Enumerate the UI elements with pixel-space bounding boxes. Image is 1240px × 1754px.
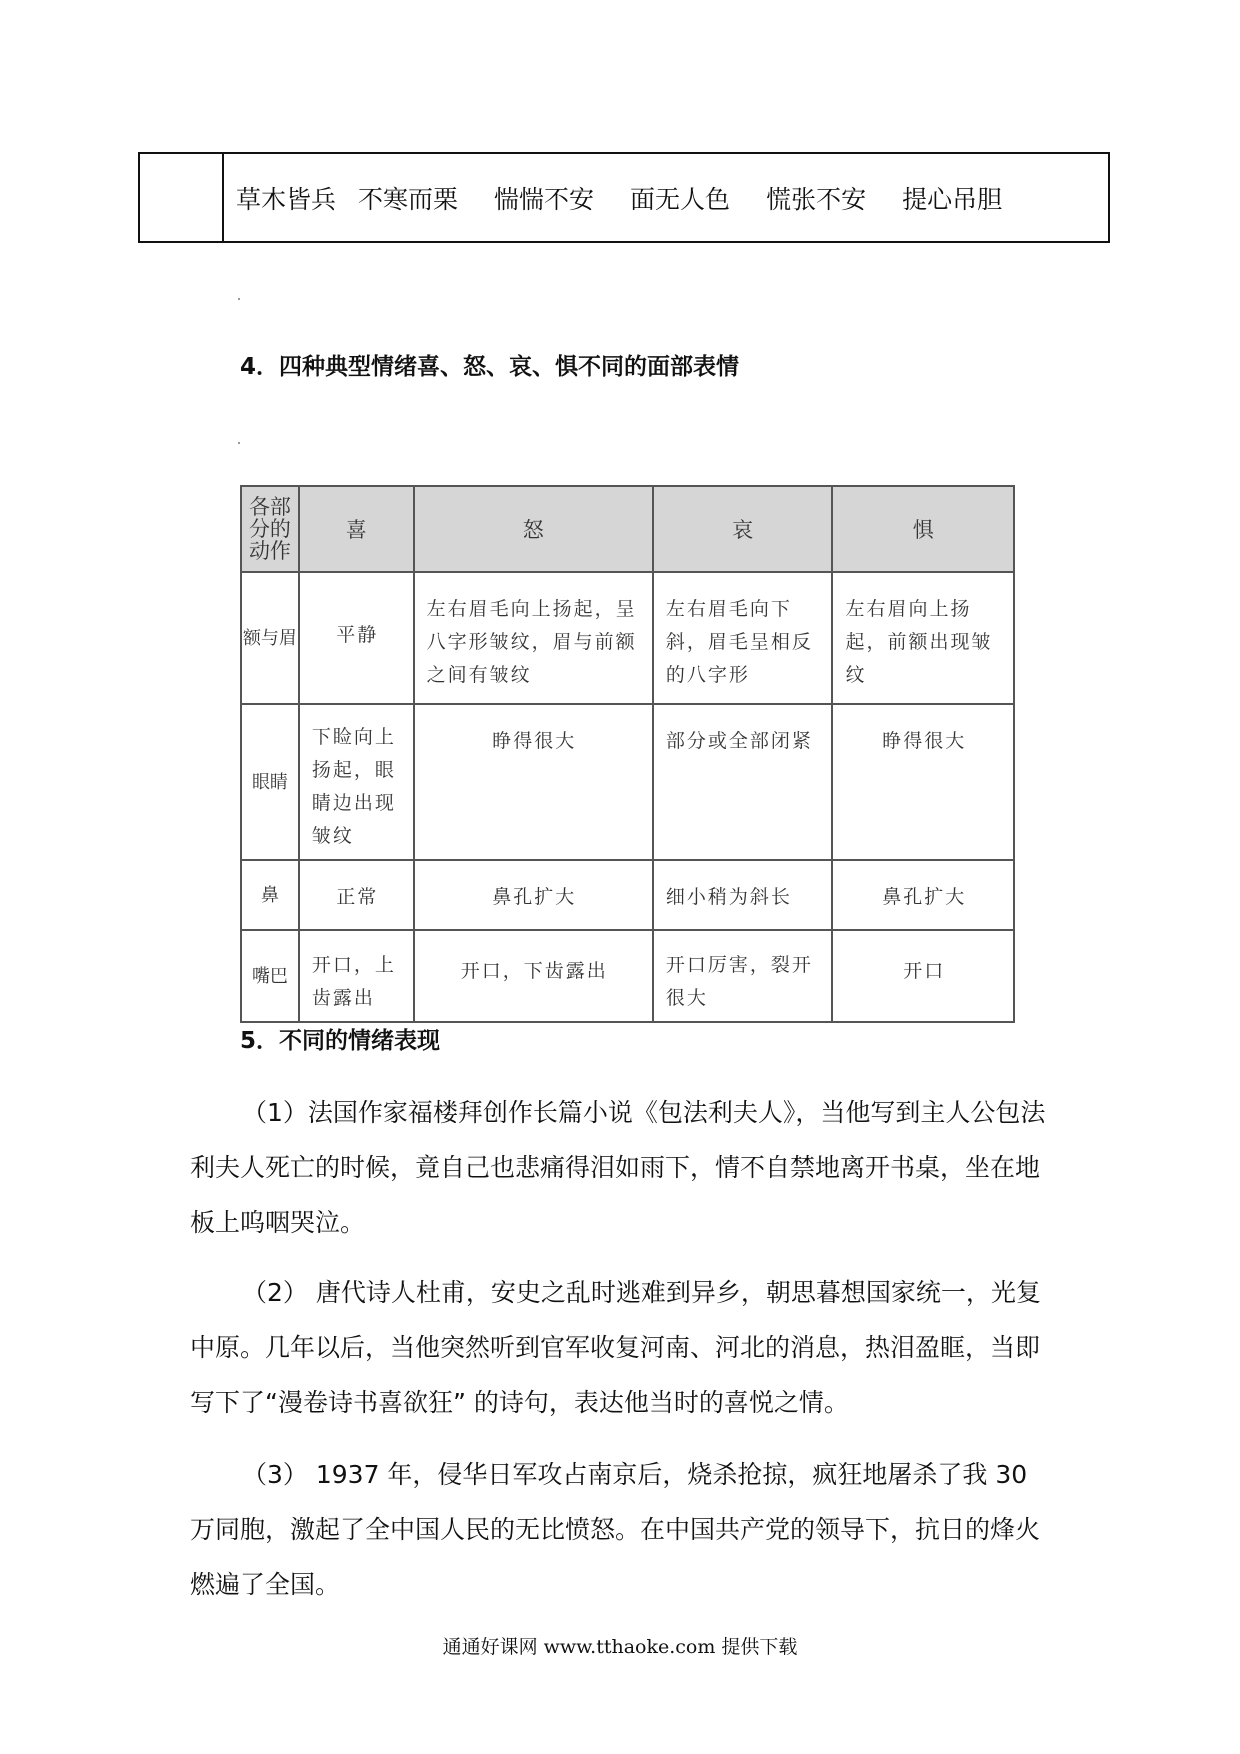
paragraph-example-3 [190,1447,1060,1612]
column-header-joy: 喜 [299,486,414,572]
word-list-table [138,152,1110,243]
table-cell: 开口厉害，裂开很大 [653,930,833,1022]
table-cell: 睁得很大 [414,704,653,860]
paragraph-text: （1）法国作家福楼拜创作长篇小说《包法利夫人》，当他写到主人公包法利夫人死亡的时候，竟自己也悲痛得泪如雨下，情不自禁地离开书桌，坐在地板上呜咽哭泣。 [190,1098,1046,1237]
table-cell: 开口，上齿露出 [299,930,414,1022]
table-cell: 开口 [832,930,1014,1022]
row-header-eyes: 眼睛 [241,704,299,860]
table-cell: 左右眉毛向下斜，眉毛呈相反的八字形 [653,572,833,704]
scan-dot [238,442,240,444]
table-cell: 睁得很大 [832,704,1014,860]
column-header-sorrow: 哀 [653,486,833,572]
table-cell: 鼻孔扩大 [832,860,1014,930]
column-header-anger: 怒 [414,486,653,572]
word-item: 面无人色 [630,184,731,214]
table-corner-header: 各部分的动作 [241,486,299,572]
row-header-brow: 额与眉 [241,572,299,704]
table-cell: 左右眉毛向上扬起，呈八字形皱纹，眉与前额之间有皱纹 [414,572,653,704]
section-heading-5: 5．不同的情绪表现 [240,1028,441,1054]
table-row [241,572,1014,704]
row-header-mouth: 嘴巴 [241,930,299,1022]
table-row [241,860,1014,930]
table-cell: 开口，下齿露出 [414,930,653,1022]
table-row [241,930,1014,1022]
word-item: 不寒而栗 [358,184,459,214]
paragraph-example-2 [190,1265,1060,1430]
word-item: 草木皆兵 [236,184,337,214]
scan-dot [238,298,240,300]
table-cell: 左右眉向上扬起，前额出现皱纹 [832,572,1014,704]
row-header-nose: 鼻 [241,860,299,930]
paragraph-text: （3） 1937 年，侵华日军攻占南京后，烧杀抢掠，疯狂地屠杀了我 30 万同胞，激起了全中国人民的无比愤怒。在中国共产党的领导下，抗日的烽火燃遍了全国。 [190,1460,1041,1599]
word-list-row [236,154,1038,241]
facial-expression-table [240,485,1015,1023]
word-item: 提心吊胆 [902,184,1003,214]
word-item: 惴惴不安 [494,184,595,214]
column-header-fear: 惧 [832,486,1014,572]
table-cell: 正常 [299,860,414,930]
paragraph-text: （2） 唐代诗人杜甫，安史之乱时逃难到异乡，朝思暮想国家统一，光复中原。几年以后，当他突然听到官军收复河南、河北的消息，热泪盈眶，当即写下了“漫卷诗书喜欲狂” 的诗句，表达他当时的喜悦之情。 [190,1278,1041,1417]
table-row [241,704,1014,860]
table-cell: 部分或全部闭紧 [653,704,833,860]
paragraph-example-1 [190,1085,1060,1250]
table-cell: 细小稍为斜长 [653,860,833,930]
page-footer: 通通好课网 www.tthaoke.com 提供下载 [442,1636,798,1658]
word-item: 慌张不安 [766,184,867,214]
table-cell: 平静 [299,572,414,704]
section-heading-4: 4．四种典型情绪喜、怒、哀、惧不同的面部表情 [240,354,740,380]
table-cell: 下睑向上扬起，眼睛边出现皱纹 [299,704,414,860]
table-cell: 鼻孔扩大 [414,860,653,930]
word-list-left-cell [140,154,224,241]
